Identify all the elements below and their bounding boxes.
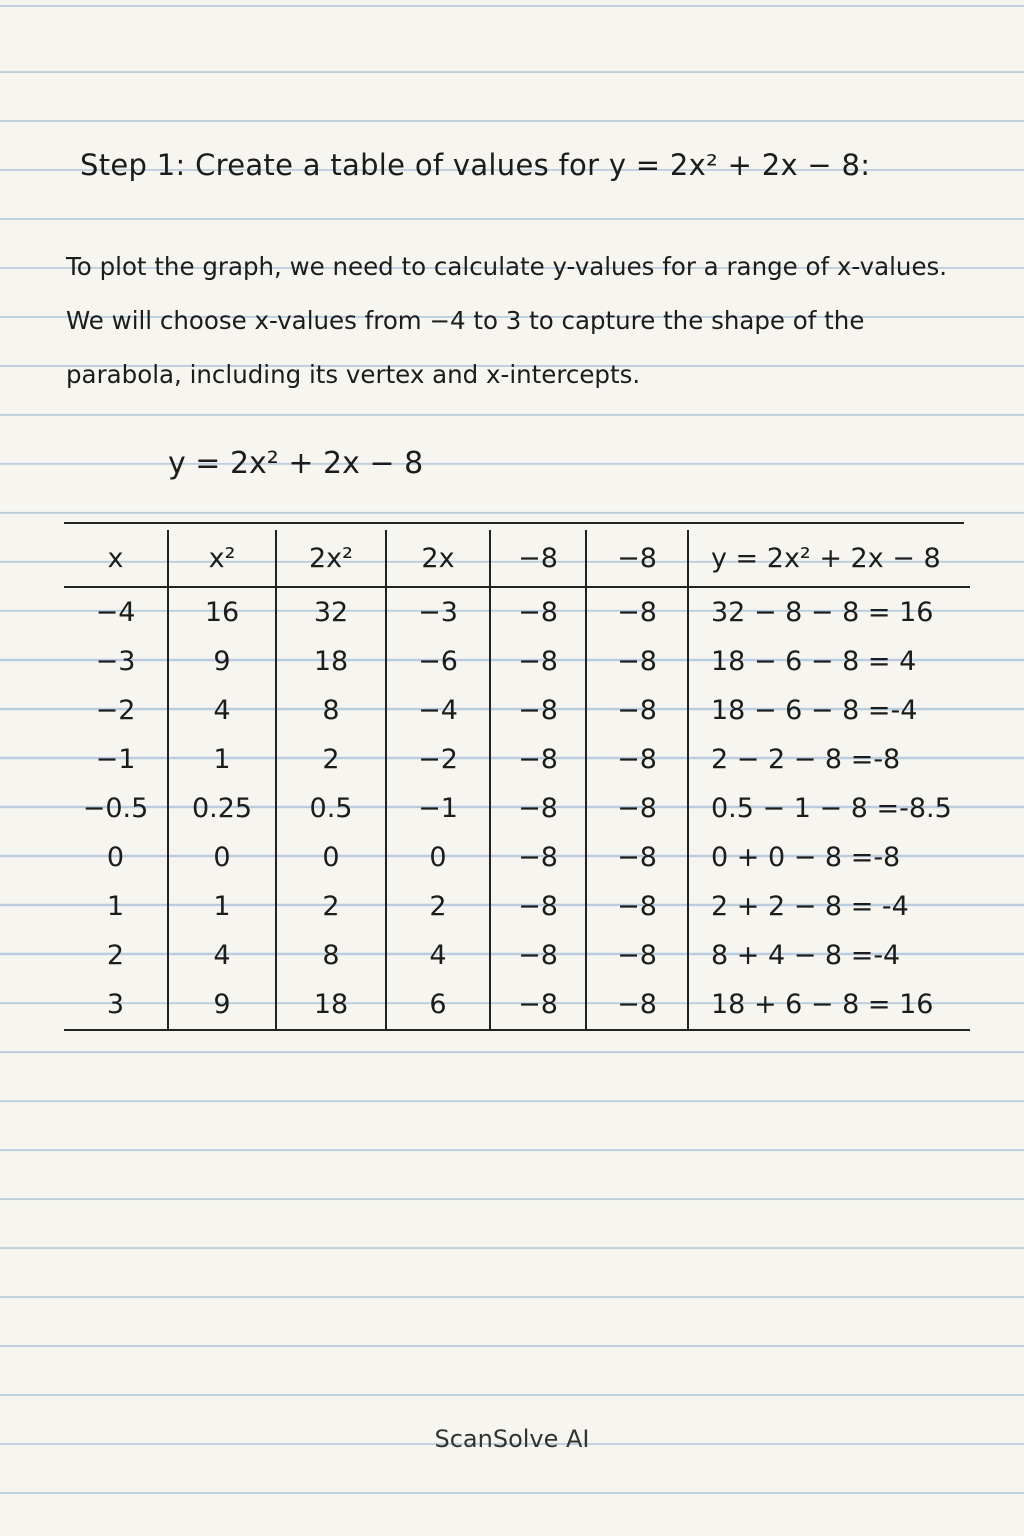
table-row: [64, 882, 970, 931]
cell-x: −4: [95, 597, 136, 628]
header-y: y = 2x² + 2x − 8: [688, 530, 970, 587]
table-row: [64, 931, 970, 980]
cell-x-squared: 16: [168, 587, 276, 637]
cell-constant: −8: [586, 735, 688, 784]
table-row: [64, 735, 970, 784]
intro-line: To plot the graph, we need to calculate y-values for a range of x-values.: [66, 252, 948, 281]
cell-x-squared: 4: [168, 686, 276, 735]
cell-constant: −8: [490, 980, 586, 1030]
cell-x: 2: [106, 940, 125, 971]
cell-x-squared: 9: [168, 637, 276, 686]
cell-y-calc: 18 + 6 − 8 = 16: [688, 980, 970, 1030]
header-constant: −8: [586, 530, 688, 587]
cell-x: −1: [95, 744, 136, 775]
table-row: [64, 833, 970, 882]
footer-brand: ScanSolve AI: [434, 1425, 590, 1453]
cell-y-calc: 18 − 6 − 8 = 4: [688, 637, 970, 686]
cell-2x-squared: 2: [276, 735, 386, 784]
cell-y-calc: 32 − 8 − 8 = 16: [688, 587, 970, 637]
cell-constant: −8: [586, 931, 688, 980]
table-row: [64, 784, 970, 833]
cell-2x-squared: 18: [276, 637, 386, 686]
table-row: [64, 980, 970, 1030]
cell-x-squared: 1: [168, 882, 276, 931]
cell-constant: −8: [586, 784, 688, 833]
cell-constant: −8: [490, 833, 586, 882]
cell-constant: −8: [490, 686, 586, 735]
cell-x-squared: 0: [168, 833, 276, 882]
intro-line: parabola, including its vertex and x-intercepts.: [66, 360, 641, 389]
cell-constant: −8: [586, 686, 688, 735]
cell-x: −2: [95, 695, 136, 726]
cell-x-squared: 4: [168, 931, 276, 980]
cell-2x-squared: 8: [276, 931, 386, 980]
cell-constant: −8: [586, 637, 688, 686]
cell-y-calc: 0.5 − 1 − 8 =-8.5: [688, 784, 970, 833]
cell-constant: −8: [490, 637, 586, 686]
cell-2x: 0: [386, 833, 490, 882]
cell-constant: −8: [490, 784, 586, 833]
cell-x: −3: [95, 646, 136, 677]
cell-2x: 4: [386, 931, 490, 980]
cell-y-calc: 2 + 2 − 8 = -4: [688, 882, 970, 931]
values-table: [64, 530, 970, 1031]
table-top-rule: [64, 522, 964, 524]
header-constant: −8: [490, 530, 586, 587]
table-row: [64, 587, 970, 637]
table-row: [64, 686, 970, 735]
cell-y-calc: 18 − 6 − 8 =-4: [688, 686, 970, 735]
cell-y-calc: 0 + 0 − 8 =-8: [688, 833, 970, 882]
cell-2x: −3: [386, 587, 490, 637]
equation-heading: y = 2x² + 2x − 8: [168, 446, 424, 481]
cell-constant: −8: [586, 980, 688, 1030]
cell-y-calc: 8 + 4 − 8 =-4: [688, 931, 970, 980]
header-x-squared: x²: [168, 530, 276, 587]
cell-2x: −1: [386, 784, 490, 833]
cell-x-squared: 1: [168, 735, 276, 784]
header-2x-squared: 2x²: [276, 530, 386, 587]
intro-line: We will choose x-values from −4 to 3 to capture the shape of the: [66, 306, 865, 335]
cell-x: 1: [106, 891, 125, 922]
cell-x-squared: 0.25: [168, 784, 276, 833]
cell-2x: 6: [386, 980, 490, 1030]
table-row: [64, 637, 970, 686]
header-2x: 2x: [386, 530, 490, 587]
cell-2x-squared: 8: [276, 686, 386, 735]
cell-2x-squared: 18: [276, 980, 386, 1030]
table-body: [64, 587, 970, 1030]
cell-constant: −8: [490, 931, 586, 980]
cell-2x-squared: 0: [276, 833, 386, 882]
cell-2x: −6: [386, 637, 490, 686]
cell-x: 3: [64, 980, 168, 1030]
cell-constant: −8: [586, 882, 688, 931]
cell-x: −0.5: [82, 793, 149, 824]
cell-constant: −8: [490, 882, 586, 931]
cell-constant: −8: [586, 587, 688, 637]
cell-constant: −8: [490, 735, 586, 784]
table-header-row: [64, 530, 970, 587]
cell-y-calc: 2 − 2 − 8 =-8: [688, 735, 970, 784]
intro-paragraph: [66, 240, 1006, 402]
cell-2x: −2: [386, 735, 490, 784]
cell-2x-squared: 0.5: [276, 784, 386, 833]
cell-2x: −4: [386, 686, 490, 735]
cell-constant: −8: [586, 833, 688, 882]
cell-x: 0: [106, 842, 125, 873]
cell-constant: −8: [490, 587, 586, 637]
cell-2x-squared: 32: [276, 587, 386, 637]
header-x: x: [64, 530, 168, 587]
cell-2x: 2: [386, 882, 490, 931]
cell-x-squared: 9: [168, 980, 276, 1030]
step-title: Step 1: Create a table of values for y = 2x² + 2x − 8:: [80, 148, 871, 182]
cell-2x-squared: 2: [276, 882, 386, 931]
